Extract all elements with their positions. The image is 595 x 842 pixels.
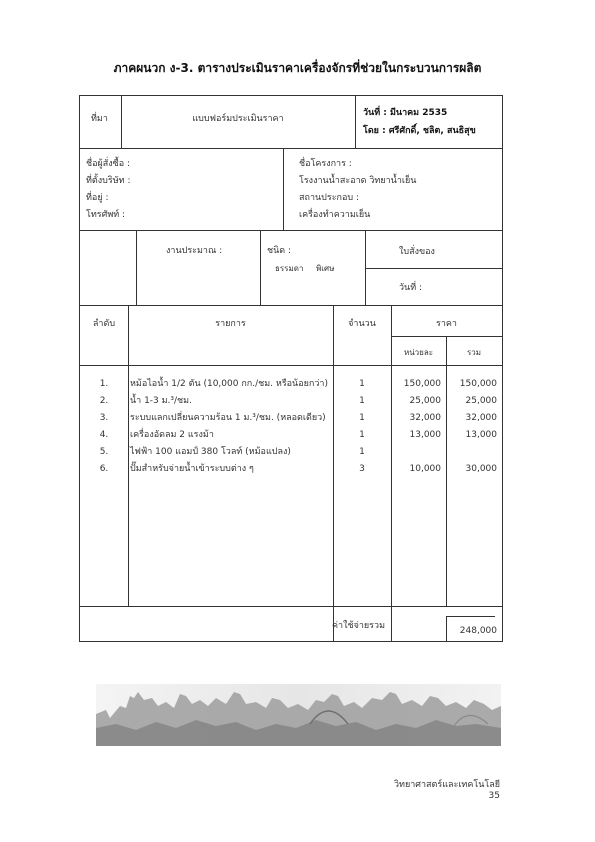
row-qty: 1 (359, 413, 365, 423)
row-item: ระบบแลกเปลี่ยนความร้อน 1 ม.³/ชม. (หลอดเดียว) (130, 413, 326, 423)
row-unit-price: 32,000 (409, 413, 441, 423)
col-unit-header: หน่วยละ (403, 348, 434, 357)
row-total-price: 13,000 (465, 430, 497, 440)
rule-total (80, 606, 502, 607)
row-order: 6. (99, 464, 109, 474)
col-qty-header: จำนวน (348, 319, 376, 329)
total-value: 248,000 (459, 626, 497, 636)
row-item: น้ำ 1-3 ม.³/ชม. (130, 396, 192, 406)
city-skyline-banner (96, 684, 501, 746)
row-unit-price: 13,000 (409, 430, 441, 440)
project-name-label: ชื่อโครงการ : (299, 159, 352, 169)
project-name-value: โรงงานน้ำสะอาด วิทยาน้ำเย็น (299, 176, 417, 186)
row-total-price: 30,000 (465, 464, 497, 474)
col-item-header: รายการ (215, 319, 246, 329)
row-qty: 1 (359, 447, 365, 457)
rule-table-head (80, 365, 502, 366)
vrule-order (128, 305, 129, 606)
row-qty: 1 (359, 430, 365, 440)
col-total-header: รวม (466, 348, 482, 357)
row-order: 4. (99, 430, 109, 440)
buyer-phone-label: โทรศัพท์ : (86, 210, 126, 220)
row-unit-price: 10,000 (409, 464, 441, 474)
rule-contact (80, 230, 502, 231)
rule-header (80, 148, 502, 149)
row-unit-price: 150,000 (403, 379, 441, 389)
row-item: เครื่องอัดลม 2 แรงม้า (130, 430, 214, 440)
row-order: 2. (99, 396, 109, 406)
buyer-company-label: ที่ตั้งบริษัท : (86, 176, 131, 186)
form-name: แบบฟอร์มประเมินราคา (192, 114, 284, 124)
total-box-side (446, 616, 447, 642)
buyer-name-label: ชื่อผู้สั่งซื้อ : (86, 159, 131, 169)
vrule-info-2 (260, 230, 261, 305)
row-unit-price: 25,000 (409, 396, 441, 406)
vrule-contact (283, 148, 284, 230)
project-location-label: สถานประกอบ : (299, 193, 359, 203)
row-item: หม้อไอน้ำ 1/2 ตัน (10,000 กก./ชม. หรือน้อยกว่า) (130, 379, 328, 389)
total-box-top (446, 616, 495, 617)
type-label: ชนิด : (267, 246, 291, 256)
delivery-date-label: วันที่ : (399, 283, 423, 293)
type-option-special: พิเศษ (316, 264, 335, 273)
row-total-price: 25,000 (465, 396, 497, 406)
total-label: ค่าใช้จ่ายรวม (332, 621, 385, 631)
row-total-price: 32,000 (465, 413, 497, 423)
row-item: ไฟฟ้า 100 แอมป์ 380 โวลท์ (หม้อแปลง) (130, 447, 291, 457)
delivery-label: ใบสั่งของ (399, 247, 435, 257)
date-line: วันที่ : มีนาคม 2535 (363, 108, 448, 118)
source-label: ที่มา (91, 114, 108, 124)
by-line: โดย : ศรีศักดิ์, ชลิต, สนธิสุข (363, 126, 476, 136)
project-location-value: เครื่องทำความเย็น (299, 210, 371, 220)
rule-delivery (365, 268, 502, 269)
row-total-price: 150,000 (459, 379, 497, 389)
vrule-info-3 (365, 230, 366, 305)
row-order: 3. (99, 413, 109, 423)
valuation-form (79, 95, 503, 642)
row-qty: 3 (359, 464, 365, 474)
page-footer: วิทยาศาสตร์และเทคโนโลยี 35 (393, 780, 500, 801)
type-option-normal: ธรรมดา (275, 264, 304, 273)
row-order: 1. (99, 379, 109, 389)
page-title: ภาคผนวก ง-3. ตารางประเมินราคาเครื่องจักรที่ช่วยในกระบวนการผลิต (113, 61, 482, 75)
rule-info (80, 305, 502, 306)
estimate-label: งานประมาณ : (166, 246, 223, 256)
row-qty: 1 (359, 379, 365, 389)
vrule-info-1 (136, 230, 137, 305)
row-item: ปั๊มสำหรับจ่ายน้ำเข้าระบบต่าง ๆ (130, 464, 254, 474)
buyer-address-label: ที่อยู่ : (86, 193, 109, 203)
vrule-date (355, 96, 356, 148)
row-order: 5. (99, 447, 109, 457)
col-price-header: ราคา (436, 319, 457, 329)
row-qty: 1 (359, 396, 365, 406)
col-order-header: ลำดับ (92, 319, 116, 329)
